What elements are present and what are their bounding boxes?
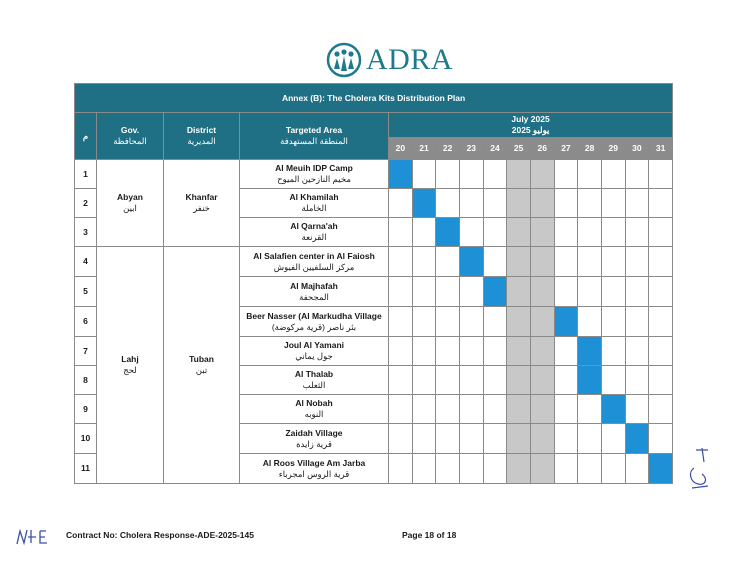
schedule-cell (601, 307, 625, 337)
day-header-24: 24 (483, 138, 507, 160)
targeted-area-cell: Al Salafien center in Al Faiosh مركز السلفيين الفيوش (240, 247, 389, 277)
schedule-cell (601, 337, 625, 366)
row-number: 8 (75, 366, 97, 395)
schedule-cell (649, 247, 673, 277)
schedule-cell (483, 366, 507, 395)
schedule-cell (459, 189, 483, 218)
schedule-cell (483, 337, 507, 366)
row-number: 7 (75, 337, 97, 366)
row-number: 6 (75, 307, 97, 337)
header-targeted-area: Targeted Area المنطقة المستهدفة (240, 113, 389, 160)
schedule-cell (507, 454, 531, 484)
schedule-cell (436, 160, 460, 189)
schedule-cell (530, 247, 554, 277)
schedule-cell (459, 454, 483, 484)
targeted-area-cell: Al Thalab الثعلب (240, 366, 389, 395)
schedule-cell (412, 247, 436, 277)
schedule-cell (625, 307, 649, 337)
schedule-cell (483, 160, 507, 189)
scheduled-day-cell (436, 218, 460, 247)
governorate-cell: Abyan ابين (97, 160, 164, 247)
schedule-cell (483, 247, 507, 277)
row-number: 3 (75, 218, 97, 247)
day-header-22: 22 (436, 138, 460, 160)
day-header-28: 28 (578, 138, 602, 160)
district-cell: Khanfar خنفر (164, 160, 240, 247)
schedule-cell (554, 337, 578, 366)
schedule-cell (554, 454, 578, 484)
schedule-cell (554, 424, 578, 454)
row-number: 5 (75, 277, 97, 307)
schedule-cell (483, 307, 507, 337)
schedule-cell (625, 218, 649, 247)
schedule-cell (578, 160, 602, 189)
handwritten-signature (682, 442, 716, 498)
scheduled-day-cell (578, 337, 602, 366)
schedule-cell (483, 218, 507, 247)
day-header-31: 31 (649, 138, 673, 160)
day-header-20: 20 (389, 138, 413, 160)
schedule-cell (389, 218, 413, 247)
row-number: 11 (75, 454, 97, 484)
targeted-area-cell: Joul Al Yamani جول يماني (240, 337, 389, 366)
schedule-cell (554, 366, 578, 395)
targeted-area-cell: Zaidah Village قرية زايدة (240, 424, 389, 454)
targeted-area-cell: Al Roos Village Am Jarba قرية الروس امجرباء (240, 454, 389, 484)
scheduled-day-cell (412, 189, 436, 218)
day-header-21: 21 (412, 138, 436, 160)
schedule-cell (412, 395, 436, 424)
schedule-cell (601, 247, 625, 277)
schedule-cell (649, 424, 673, 454)
schedule-cell (436, 366, 460, 395)
schedule-cell (578, 277, 602, 307)
schedule-cell (459, 160, 483, 189)
schedule-cell (649, 307, 673, 337)
schedule-cell (601, 366, 625, 395)
schedule-cell (483, 395, 507, 424)
schedule-cell (649, 366, 673, 395)
schedule-cell (601, 160, 625, 189)
schedule-cell (649, 277, 673, 307)
table-row (75, 247, 673, 277)
plan-body (75, 160, 673, 484)
schedule-cell (389, 424, 413, 454)
adra-emblem-icon (326, 42, 362, 78)
schedule-cell (459, 366, 483, 395)
schedule-cell (530, 277, 554, 307)
schedule-cell (436, 395, 460, 424)
row-number: 10 (75, 424, 97, 454)
schedule-cell (389, 337, 413, 366)
schedule-cell (507, 366, 531, 395)
row-number: 4 (75, 247, 97, 277)
schedule-cell (625, 395, 649, 424)
governorate-cell: Lahj لحج (97, 247, 164, 484)
schedule-cell (578, 307, 602, 337)
schedule-cell (578, 218, 602, 247)
schedule-cell (412, 218, 436, 247)
targeted-area-cell: Al Qarna'ah القرنعة (240, 218, 389, 247)
schedule-cell (554, 189, 578, 218)
schedule-cell (459, 395, 483, 424)
scheduled-day-cell (625, 424, 649, 454)
schedule-cell (601, 454, 625, 484)
schedule-cell (459, 218, 483, 247)
schedule-cell (389, 189, 413, 218)
handwritten-initials (14, 526, 60, 548)
header-district: District المديرية (164, 113, 240, 160)
page-number: Page 18 of 18 (402, 530, 457, 540)
row-number: 2 (75, 189, 97, 218)
schedule-cell (578, 454, 602, 484)
schedule-cell (530, 307, 554, 337)
schedule-cell (554, 277, 578, 307)
schedule-cell (436, 454, 460, 484)
targeted-area-cell: Al Khamilah الخاملة (240, 189, 389, 218)
schedule-cell (625, 337, 649, 366)
day-header-23: 23 (459, 138, 483, 160)
schedule-cell (389, 366, 413, 395)
targeted-area-cell: Beer Nasser (Al Markudha Village بئر ناصر (قرية مركوضة) (240, 307, 389, 337)
schedule-cell (389, 307, 413, 337)
schedule-cell (389, 395, 413, 424)
schedule-cell (530, 454, 554, 484)
schedule-cell (507, 160, 531, 189)
schedule-cell (601, 424, 625, 454)
schedule-cell (530, 218, 554, 247)
row-number: 9 (75, 395, 97, 424)
schedule-cell (578, 189, 602, 218)
schedule-cell (554, 247, 578, 277)
schedule-cell (530, 160, 554, 189)
schedule-cell (389, 247, 413, 277)
schedule-cell (436, 307, 460, 337)
schedule-cell (507, 247, 531, 277)
schedule-cell (412, 307, 436, 337)
schedule-cell (459, 307, 483, 337)
schedule-cell (412, 366, 436, 395)
schedule-cell (649, 160, 673, 189)
schedule-cell (625, 366, 649, 395)
day-header-30: 30 (625, 138, 649, 160)
schedule-cell (436, 424, 460, 454)
schedule-cell (578, 424, 602, 454)
schedule-cell (530, 189, 554, 218)
schedule-cell (459, 337, 483, 366)
schedule-cell (436, 247, 460, 277)
schedule-cell (412, 277, 436, 307)
schedule-cell (649, 189, 673, 218)
schedule-cell (459, 424, 483, 454)
schedule-cell (436, 189, 460, 218)
distribution-plan-table (74, 83, 673, 484)
schedule-cell (436, 277, 460, 307)
schedule-cell (601, 277, 625, 307)
schedule-cell (649, 218, 673, 247)
schedule-cell (649, 337, 673, 366)
schedule-cell (625, 247, 649, 277)
header-governorate: Gov. المحافظة (97, 113, 164, 160)
schedule-cell (625, 160, 649, 189)
contract-number: Contract No: Cholera Response-ADE-2025-145 (66, 530, 254, 540)
schedule-cell (625, 277, 649, 307)
logo-wordmark: ADRA (366, 43, 454, 76)
schedule-cell (554, 395, 578, 424)
targeted-area-cell: Al Nobah النوبه (240, 395, 389, 424)
scheduled-day-cell (649, 454, 673, 484)
schedule-cell (507, 277, 531, 307)
schedule-cell (507, 424, 531, 454)
schedule-cell (483, 454, 507, 484)
schedule-cell (412, 424, 436, 454)
schedule-cell (578, 395, 602, 424)
schedule-cell (601, 218, 625, 247)
schedule-cell (483, 189, 507, 218)
schedule-cell (578, 247, 602, 277)
schedule-cell (507, 337, 531, 366)
header-number: م (75, 113, 97, 160)
schedule-cell (412, 337, 436, 366)
schedule-cell (625, 454, 649, 484)
adra-logo (326, 40, 453, 80)
schedule-cell (507, 307, 531, 337)
table-row (75, 160, 673, 189)
row-number: 1 (75, 160, 97, 189)
schedule-cell (507, 218, 531, 247)
targeted-area-cell: Al Majhafah المجحفة (240, 277, 389, 307)
schedule-cell (649, 395, 673, 424)
scheduled-day-cell (459, 247, 483, 277)
schedule-cell (389, 277, 413, 307)
district-cell: Tuban تبن (164, 247, 240, 484)
scheduled-day-cell (601, 395, 625, 424)
day-header-25: 25 (507, 138, 531, 160)
schedule-cell (483, 424, 507, 454)
schedule-cell (412, 454, 436, 484)
scheduled-day-cell (554, 307, 578, 337)
schedule-cell (530, 366, 554, 395)
targeted-area-cell: Al Meuih IDP Camp مخيم النازحين الميوح (240, 160, 389, 189)
schedule-cell (530, 395, 554, 424)
scheduled-day-cell (483, 277, 507, 307)
schedule-cell (389, 454, 413, 484)
schedule-cell (554, 160, 578, 189)
schedule-cell (530, 424, 554, 454)
schedule-cell (554, 218, 578, 247)
schedule-cell (625, 189, 649, 218)
schedule-cell (530, 337, 554, 366)
day-header-27: 27 (554, 138, 578, 160)
schedule-cell (601, 189, 625, 218)
scheduled-day-cell (389, 160, 413, 189)
schedule-cell (507, 395, 531, 424)
schedule-cell (459, 277, 483, 307)
scheduled-day-cell (578, 366, 602, 395)
day-header-29: 29 (601, 138, 625, 160)
day-header-26: 26 (530, 138, 554, 160)
table-title: Annex (B): The Cholera Kits Distribution Plan (75, 84, 673, 113)
schedule-cell (507, 189, 531, 218)
schedule-cell (436, 337, 460, 366)
header-month: July 2025 يوليو 2025 (389, 113, 673, 138)
schedule-cell (412, 160, 436, 189)
